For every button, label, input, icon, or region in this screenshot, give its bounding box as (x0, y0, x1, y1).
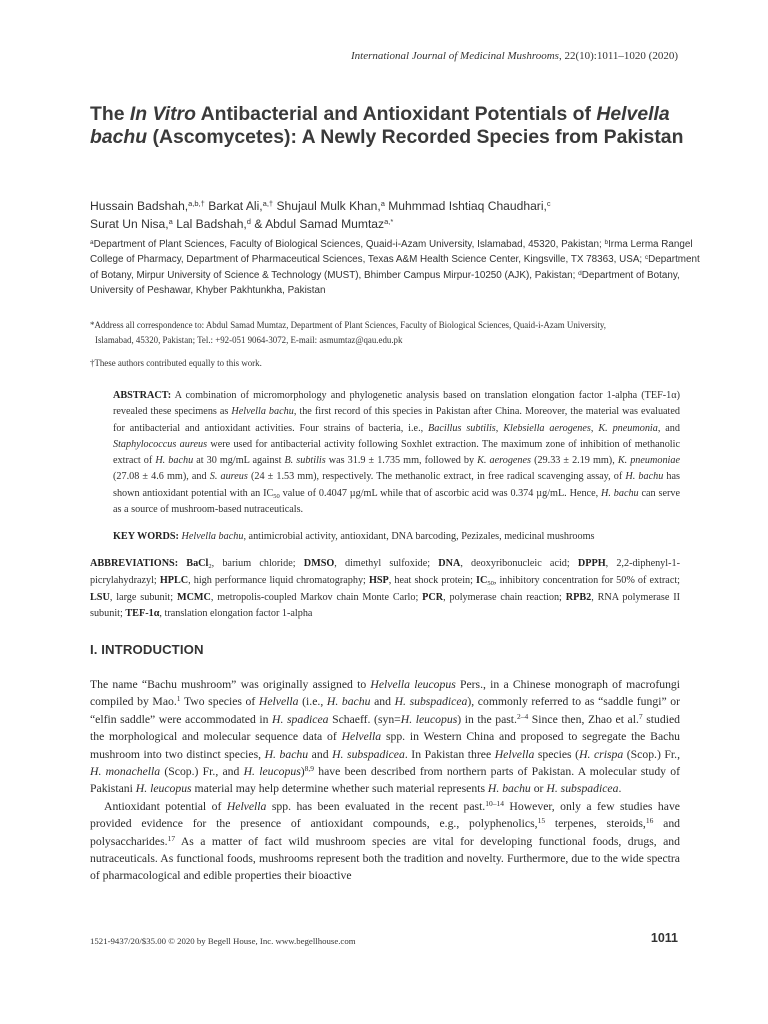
genus-name: Helvella (494, 747, 535, 761)
page-number: 1011 (650, 931, 678, 945)
abbreviations (90, 556, 680, 623)
genus-name: Helvella (258, 695, 299, 709)
copyright-line: 1521-9437/20/$35.00 © 2020 by Begell House, Inc. www.begellhouse.com (90, 936, 356, 946)
abbr-term: RPB2 (565, 591, 592, 603)
citation-ref: 8,9 (304, 764, 315, 774)
author: Surat Un Nisa, (90, 216, 169, 231)
title-part: Antibacterial and Antioxidant Potentials of (195, 103, 597, 125)
species-name: Helvella leucopus (370, 678, 456, 691)
text: Antioxidant potential of (104, 799, 227, 813)
abbr-def: , metropolis-coupled Markov chain Monte Carlo; (210, 591, 423, 603)
author-separator: & (250, 216, 266, 231)
affil-mark: c (644, 254, 649, 262)
text: (Scop.) Fr., (623, 747, 681, 761)
abstract-text: at 30 mg/mL against (193, 455, 285, 467)
citation-ref: 1 (176, 694, 181, 704)
author-list (90, 198, 700, 233)
species-name: Staphylococcus aureus (113, 438, 208, 450)
abbr-def: , polymerase chain reaction; (443, 591, 566, 603)
abbr-term: DPPH (577, 558, 606, 569)
text: (i.e., (298, 695, 327, 709)
species-name: K. pneumoniae (617, 455, 680, 467)
subscript: 50 (487, 579, 494, 587)
affil-mark: b (604, 239, 609, 246)
species-name: Bacillus subtilis (428, 422, 496, 434)
subscript: 50 (273, 492, 280, 500)
abstract-text: were used for antibacterial activity following Soxhlet extraction. The maximum zone of inhibition of methanolic extract of (113, 438, 680, 467)
abbr-def: , inhibitory concentration for 50% of extract; (493, 574, 680, 586)
abbr-term: IC (476, 574, 488, 586)
citation-ref: 7 (638, 711, 643, 721)
author-affil-mark: d (246, 216, 251, 226)
abstract: ABSTRACT: A combination of micromorphology and phylogenetic analysis based on translation elongation factor 1-alpha (TEF-1α) revealed these specimens as Helvella bachu, the first record of this species in Pakistan after China. Moreover, the material was evaluated for antibacterial and antioxidant activities. Four strains of bacteria, i.e., Bacillus subtilis, Klebsiella aerogenes, K. pneumonia, and Staphylococcus aureus were used for antibacterial activity following Soxhlet extraction. The maximum zone of inhibition of methanolic extract of H. bachu at 30 mg/mL against B. subtilis was 31.9 ± 1.735 mm, followed by K. aerogenes (29.33 ± 2.19 mm), K. pneumoniae (27.08 ± 4.6 mm), and S. aureus (24 ± 1.53 mm), respectively. The methanolic extract, in free radical scavenging assay, of H. bachu has shown antioxidant potential with an $IC_{50}$ value of 0.4047 µg/mL while that of ascorbic acid was 0.374 µg/mL. Hence, H. bachu can serve as a source of mushroom-based nutraceuticals. (113, 390, 681, 516)
title-italic: In Vitro (129, 103, 196, 125)
text: ) (300, 765, 305, 779)
correspondence-note (90, 318, 690, 347)
species-name: K. pneumonia (598, 422, 658, 434)
text: have been described from northern parts of Pakistan. A molecular study of Pakistani (90, 765, 680, 796)
species-name: H. subspadicea (394, 695, 468, 709)
text: Since then, Zhao et al. (528, 712, 639, 726)
author-affil-mark: a,* (384, 216, 394, 226)
author: Muhmmad Ishtiaq Chaudhari, (388, 199, 547, 213)
text: Pers., in a Chinese monograph of macrofungi compiled by Mao. (90, 678, 680, 709)
journal-issue: , 22(10):1011–1020 (2020) (558, 50, 678, 62)
text: Schaeff. (syn= (328, 712, 401, 726)
abbr-def: , deoxyribonucleic acid; (460, 558, 578, 569)
keywords-label: KEY WORDS: (113, 531, 179, 542)
abstract-label: ABSTRACT: (113, 390, 172, 401)
abstract-text: , the first record of this species in Pakistan after China. Moreover, the material was evaluated for antibacterial and antioxidant activities. Four strains of bacteria, i.e., (113, 406, 681, 434)
species-name: H. monachella (90, 765, 161, 779)
affiliations (90, 237, 700, 299)
journal-name: International Journal of Medicinal Mushrooms (350, 50, 559, 62)
keyword-species: Helvella bachu (181, 531, 244, 542)
title-part: The (90, 103, 130, 125)
affiliation: Department of Botany, Mirpur University of Science & Technology (MUST), Bhimber Campus Mirpur-10250 (AJK), Pakistan; (90, 254, 700, 281)
text: . (618, 782, 622, 796)
title-part: (Ascomycetes): A Newly Recorded Species from Pakistan (147, 126, 684, 149)
abstract-text: can serve as a source of mushroom-based nutraceuticals. (113, 487, 680, 516)
species-name: H. bachu (601, 487, 639, 499)
abbr-term: BaCl (186, 558, 209, 569)
abstract-text: A combination of micromorphology and phylogenetic analysis based on translation elongation factor 1-alpha (TEF-1α) revealed these specimens as (113, 390, 680, 418)
citation-ref: 16 (645, 816, 654, 826)
abbr-def: , heat shock protein; (388, 574, 477, 586)
species-name: S. aureus (209, 471, 248, 483)
species-name: H. subspadicea (332, 747, 405, 761)
author: Barkat Ali, (208, 199, 263, 213)
species-name: H. leucopus (243, 765, 301, 779)
abbr-def: , large subunit; (109, 591, 177, 603)
affiliation: Irma Lerma Rangel College of Pharmacy, Department of Pharmaceutical Sciences, Texas A&M Health Science Center, Kingsville, TX 78363, USA; (90, 239, 693, 266)
text: and (308, 747, 333, 761)
author-affil-mark: c (546, 199, 551, 208)
citation-ref: 15 (537, 816, 546, 826)
text: ), commonly referred to as “saddle fungi” or “elfin saddle” were accommodated in (90, 695, 680, 726)
title-italic: Helvella bachu (90, 103, 670, 149)
citation-ref: 10–14 (485, 798, 504, 808)
abbr-term: MCMC (176, 591, 211, 603)
text: and polysaccharides. (90, 817, 681, 848)
abbr-term: TEF-1α (125, 608, 160, 620)
text: (Scop.) Fr., and (160, 765, 244, 779)
equal-contribution-note: †These authors contributed equally to this work. (90, 358, 262, 368)
species-name: H. subspadicea (546, 782, 619, 796)
abbr-def: , dimethyl sulfoxide; (334, 558, 439, 569)
species-name: Klebsiella aerogenes (503, 422, 591, 434)
text: or (530, 782, 547, 796)
abstract-text: value of 0.4047 µg/mL while that of ascorbic acid was 0.374 µg/mL. Hence, (279, 487, 601, 499)
abstract-text: was 31.9 ± 1.735 mm, followed by (325, 455, 478, 467)
text: material may help determine whether such material represents (191, 782, 488, 796)
abbr-def: , 2,2-diphenyl-1-picrylahydrazyl; (90, 558, 680, 586)
abbr-term: HSP (368, 574, 389, 586)
abbr-def: , high performance liquid chromatography; (188, 574, 369, 586)
text: species ( (534, 747, 580, 761)
author-affil-mark: a,† (262, 199, 274, 208)
text: . In Pakistan three (404, 747, 495, 761)
abbr-def: , translation elongation factor 1-alpha (159, 608, 313, 620)
affiliation: Department of Botany, University of Peshawar, Khyber Pakhtunkha, Pakistan (90, 269, 680, 297)
abbreviations-label: ABBREVIATIONS: (90, 558, 179, 569)
abstract-text: (29.33 ± 2.19 mm), (531, 455, 618, 467)
species-name: H. bachu (625, 471, 664, 483)
abbr-term: DNA (438, 558, 461, 569)
genus-name: Helvella (341, 730, 382, 744)
genus-name: Helvella (226, 799, 267, 813)
journal-citation (0, 50, 678, 62)
species-name: B. subtilis (284, 455, 326, 467)
text: ) in the past. (457, 712, 517, 726)
text: and (370, 695, 395, 709)
author: Hussain Badshah, (90, 199, 189, 213)
text: spp. has been evaluated in the recent past. (266, 799, 486, 813)
abbr-term: LSU (90, 591, 110, 603)
text: As a matter of fact wild mushroom species are vital for developing functional foods, drugs, and nutraceuticals. As functional foods, mushrooms represent both the tradition and novelty. Furthermore, due to the wide spectra of pharmacological and edible properties their bioactive (90, 834, 680, 883)
abstract-text: (24 ± 1.53 mm), respectively. The methanolic extract, in free radical scavenging assay, of (247, 471, 626, 483)
abbr-term: HPLC (159, 574, 189, 586)
species-name: K. aerogenes (477, 455, 532, 467)
author: Abdul Samad Mumtaz (265, 216, 385, 231)
author: Shujaul Mulk Khan, (276, 199, 381, 213)
author-affil-mark: a (380, 199, 385, 208)
species-name: H. bachu (487, 782, 531, 796)
abstract-text: (27.08 ± 4.6 mm), and (113, 471, 210, 483)
article-title (90, 103, 710, 150)
introduction-body (90, 676, 680, 885)
abbr-def: , RNA polymerase II subunit; (90, 591, 680, 620)
text: studied the morphological and molecular sequence data of (90, 712, 680, 744)
affil-mark: a (90, 239, 94, 246)
abstract-text: has shown antioxidant potential with an IC (113, 471, 680, 499)
section-heading: I. INTRODUCTION (90, 642, 204, 657)
abbr-def: , barium chloride; (211, 558, 304, 569)
correspondence-line: *Address all correspondence to: Abdul Samad Mumtaz, Department of Plant Sciences, Faculty of Biological Sciences, Quaid-i-Azam University, (90, 320, 607, 330)
paragraph (90, 798, 680, 885)
text: However, only a few studies have provided evidence for the presence of antioxidant compounds, e.g., polyphenolics, (90, 799, 680, 831)
citation-ref: 2–4 (516, 711, 529, 721)
paragraph (90, 676, 680, 798)
species-name: H. leucopus (400, 712, 458, 726)
species-name: H. bachu (264, 747, 309, 761)
text: The name “Bachu mushroom” was originally assigned to (90, 678, 371, 691)
species-name: H. bachu (155, 455, 194, 467)
abbr-term: DMSO (303, 558, 335, 569)
author: Lal Badshah, (176, 216, 247, 231)
affiliation: Department of Plant Sciences, Faculty of Biological Sciences, Quaid-i-Azam University, Islamabad, 45320, Pakistan; (93, 239, 605, 250)
keywords (113, 530, 680, 544)
abbr-term: PCR (422, 591, 444, 603)
keywords-list: , antimicrobial activity, antioxidant, DNA barcoding, Pezizales, medicinal mushrooms (243, 531, 595, 542)
text: spp. in Western China and proposed to segregate the Bachu mushroom into two distinct species, (90, 730, 681, 761)
species-name: Helvella bachu (231, 406, 294, 418)
species-name: H. leucopus (135, 782, 192, 796)
author-affil-mark: a (168, 216, 173, 226)
text: Two species of (180, 695, 259, 709)
citation-ref: 17 (167, 833, 176, 843)
species-name: H. crispa (579, 747, 624, 761)
author-affil-mark: a,b,† (188, 199, 205, 208)
species-name: H. bachu (326, 695, 371, 709)
affil-mark: d (578, 269, 582, 277)
correspondence-line: Islamabad, 45320, Pakistan; Tel.: +92-051 9064-3072, E-mail: asmumtaz@qau.edu.pk (95, 334, 403, 345)
text: terpenes, steroids, (545, 817, 646, 831)
species-name: H. spadicea (272, 712, 329, 726)
subscript: 2 (208, 563, 212, 570)
